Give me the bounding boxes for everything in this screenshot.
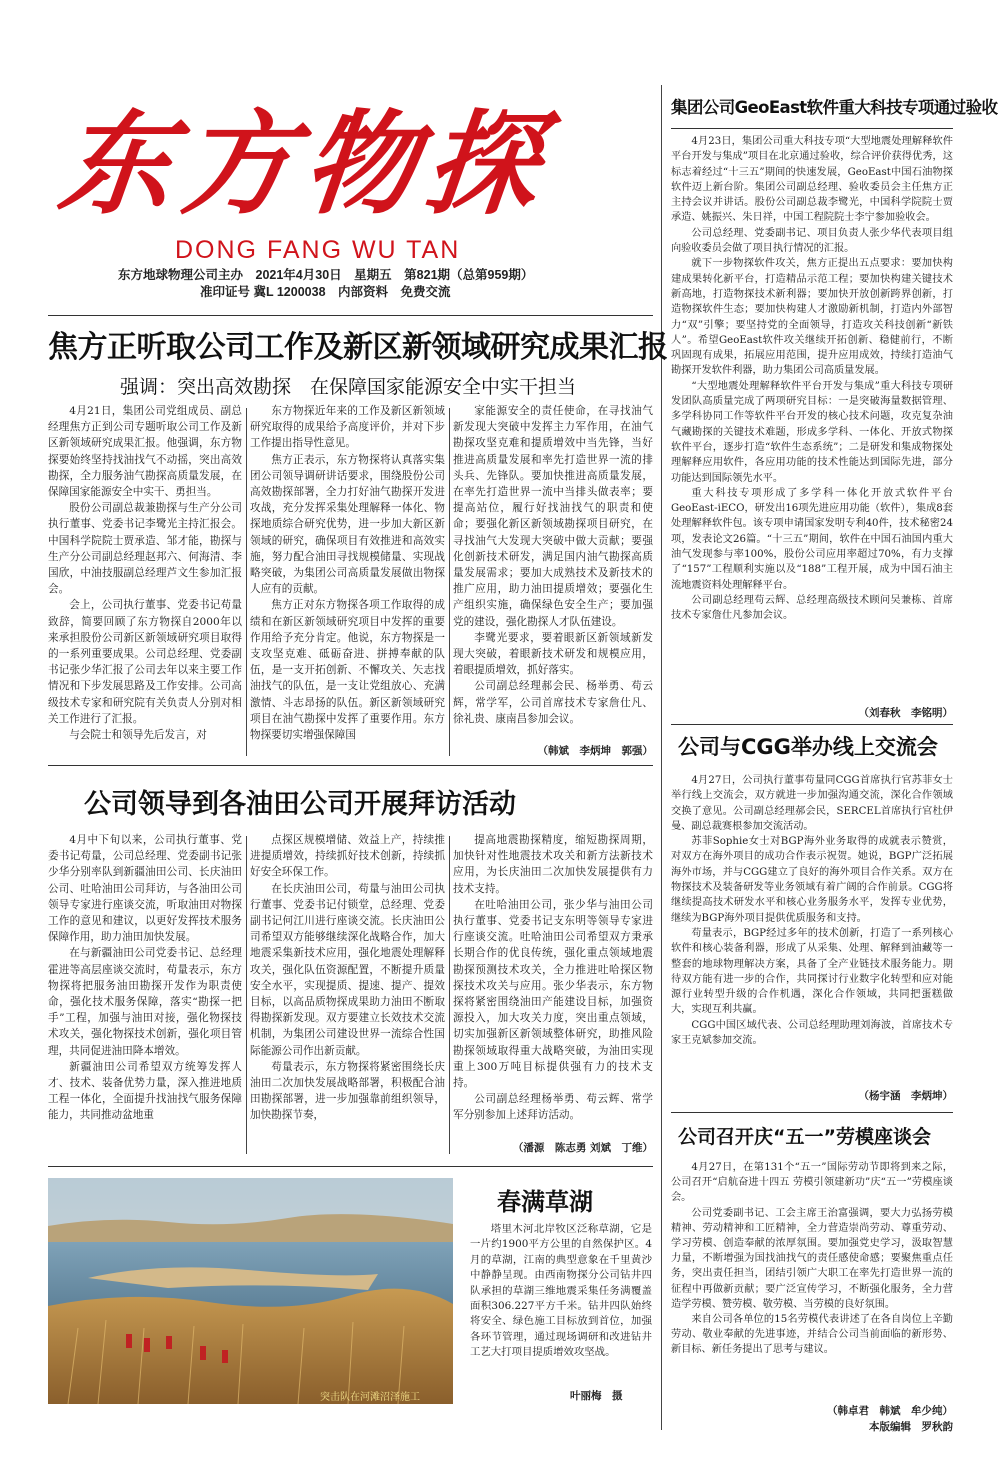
section-rule (48, 765, 653, 766)
article2-column3 (453, 832, 653, 1140)
paragraph: 点探区规模增储、效益上产，持续推进提质增效，持续抓好技术创新，持续抓好安全环保工作。 (250, 834, 445, 879)
section-rule (48, 1166, 653, 1167)
article-r1-headline: 集团公司GeoEast软件重大科技专项通过验收 (671, 98, 998, 117)
photo-feature-text (470, 1222, 652, 1388)
article1-subhead: 强调：突出高效勘探 在保障国家能源安全中实干担当 (120, 376, 577, 398)
column-divider (449, 836, 450, 1154)
paragraph: 塔里木河北岸牧区泛称草湖，它是一片约1900平方公里的自然保护区。4月的草湖，江南的典型意象在千里黄沙中静静呈现。由西南物探分公司钻井四队承担的草湖三维地震采集任务满覆盖面积306.227平方千米。钻井四队始终将安全、绿色施工目标放到首位，加强各环节管理，通过现场调研和改进钻井工艺大打项目提质增效攻坚战。 (470, 1223, 652, 1359)
section-rule (671, 128, 953, 129)
section-rule (671, 724, 953, 725)
paragraph: CGG中国区域代表、公司总经理助理刘海波，首席技术专家王克斌参加交流。 (671, 1019, 953, 1047)
paragraph: 公司副总经理杨举勇、苟云辉、常学军分别参加上述拜访活动。 (453, 1093, 653, 1122)
paragraph: 会上，公司执行董事、党委书记苟量致辞，简要回顾了东方物探自2000年以来承担股份公司新区新领域研究项目取得的一系列重要成果。公司总经理、党委副书记张少华汇报了公司去年以来主要工作情况和下步发展思路及工作安排。公司高级技术专家和研究院有关负责人分别对相关工作进行了汇报。 (48, 599, 242, 725)
article1-column1 (48, 403, 242, 759)
article1-column2 (250, 403, 445, 759)
paragraph: 苟量表示，东方物探将紧密围绕长庆油田二次加快发展战略部署，积极配合油田勘探部署，进一步加强靠前组织领导，加快勘探节奏， (250, 1060, 445, 1122)
column-divider (661, 85, 662, 1430)
article1-headline: 焦方正听取公司工作及新区新领域研究成果汇报 (48, 330, 668, 365)
masthead-title: 东方物探 (53, 99, 555, 230)
publication-info-line2: 准印证号 冀L 1200038 内部资料 免费交流 (200, 285, 451, 299)
paragraph: 焦方正表示，东方物探将认真落实集团公司领导调研讲话要求，围绕股份公司高效勘探部署，全力打好油气勘探开发进攻战，充分发挥采集处理解释一体化、物探地质综合研究优势，进一步加大新区新领域的研究，确保项目有效推进和高效实施，努力配合油田寻找规模储量、实现战略突破，为集团公司高质量发展做出物探人应有的贡献。 (250, 453, 445, 596)
article-r1-byline: （刘春秋 李铭明） (858, 707, 953, 719)
paragraph: 新疆油田公司希望双方统筹发挥人才、技术、装备优势力量，深入推进地质工程一体化，全面提升找油找气服务保障能力，共同推动盆地重 (48, 1060, 242, 1122)
paragraph: 公司副总经理苟云辉、总经理高级技术顾问吴兼栋、首席技术专家詹仕凡参加会议。 (671, 594, 953, 622)
column-divider (246, 836, 247, 1154)
article-r2-body (671, 773, 953, 1085)
article-r2-headline: 公司与CGG举办线上交流会 (678, 735, 938, 759)
paragraph: 在与新疆油田公司党委书记、总经理霍进等高层座谈交流时，苟量表示，东方物探将把服务油田勘探开发作为职责使命，强化技术服务保障，落实“勘探一把手”工程，加强与油田对接，强化物探技术攻关，强化物探技术创新，强化项目管理，共同促进油田降本增效。 (48, 947, 242, 1057)
page-editor: 本版编辑 罗秋韵 (869, 1421, 953, 1433)
paragraph: 苏菲Sophie女士对BGP海外业务取得的成就表示赞赏，对双方在海外项目的成功合作表示祝贺。她说，BGP广泛拓展海外市场，并与CGG建立了良好的海外项目合作关系。双方在物探技术及装备研发等业务领域有着广阔的合作前景。CGG将继续提高技术研发水平和核心业务服务水平，发挥专业优势，继续为BGP海外项目提供优质服务和支持。 (671, 836, 953, 924)
paragraph: 4月27日，在第131个“五一”国际劳动节即将到来之际，公司召开“启航奋进十四五 劳模引领建新功”庆“五一”劳模座谈会。 (671, 1162, 953, 1204)
article1-byline: （韩斌 李炳坤 郭强） (537, 745, 653, 757)
article2-column2 (250, 832, 445, 1157)
paragraph: 来自公司各单位的15名劳模代表讲述了在各自岗位上辛勤劳动、敬业奉献的先进事迹，并结合公司当前面临的新形势、新目标、新任务提出了思考与建议。 (671, 1314, 953, 1356)
section-rule (48, 315, 653, 316)
column-divider (449, 408, 450, 756)
masthead-logo (53, 95, 620, 235)
lake-photo (48, 1178, 453, 1404)
paragraph: 4月21日，集团公司党组成员、副总经理焦方正到公司专题听取公司工作及新区新领域研究成果汇报。他强调，东方物探要始终坚持找油找气不动摇，突出高效勘探，全力服务油气勘探高质量发展，在保障国家能源安全中实干、勇担当。 (48, 405, 242, 499)
article2-byline: （潘源 陈志勇 刘斌 丁维） (512, 1142, 653, 1154)
paragraph: 4月27日，公司执行董事苟量同CGG首席执行官苏菲女士举行线上交流会，双方就进一步加强沟通交流，深化合作领域交换了意见。公司副总经理郝会民，SERCEL首席执行官杜伊曼、副总裁赛根参加交流活动。 (671, 775, 953, 832)
paragraph: 公司副总经理郝会民、杨举勇、苟云辉，常学军，公司首席技术专家詹仕凡、徐礼贵、康南昌参加会议。 (453, 680, 653, 725)
paragraph: 4月23日，集团公司重大科技专项“大型地震处理解释软件平台开发与集成”项目在北京通过验收，综合评价获得优秀，这标志着经过“十三五”期间的快速发展，GeoEast中国石油物探软件迈上新台阶。集团公司副总经理、验收委员会主任焦方正主持会议并讲话。股份公司副总裁李鹭光，中国科学院院士贾承造、姚振兴、朱日祥，中国工程院院士李宁参加验收会。 (671, 136, 953, 224)
article2-headline: 公司领导到各油田公司开展拜访活动 (84, 789, 516, 820)
photo-credit: 叶丽梅 摄 (570, 1390, 623, 1402)
photo-caption: 突击队在河滩沼泽施工 (320, 1392, 420, 1403)
paragraph: 股份公司副总裁兼勘探与生产分公司执行董事、党委书记李鹭光主持汇报会。中国科学院院士贾承造、邹才能，勘探与生产分公司副总经理赵邦六、何海清、李国欣，中油技服副总经理芦文生参加汇报会。 (48, 502, 242, 596)
paragraph: 苟量表示，BGP经过多年的技术创新，打造了一系列核心软件和核心装备利器，形成了从采集、处理、解释到油藏等一整套的地球物理解决方案，具备了全产业链技术服务能力。期待双方能有进一步的合作，共同探讨行业数字化转型和应对能源行业转型升级的合作机遇，深化合作领域，共同把蛋糕做大，实现互利共赢。 (671, 927, 953, 1016)
paragraph: 与会院士和领导先后发言，对 (69, 729, 207, 742)
article-r3-body (671, 1160, 953, 1400)
photo-feature-title: 春满草湖 (497, 1188, 593, 1216)
paragraph: 家能源安全的责任使命，在寻找油气新发现大突破中发挥主力军作用，在油气勘探攻坚克难和提质增效中当先锋，当好推进高质量发展和率先打造世界一流的排头兵、先锋队。要加快推进高质量发展，在率先打造世界一流中当排头做表率；要提高站位，履行好找油找气的职责和使命；要强化新区新领域勘探项目研究，在寻找油气大发现大突破中做大贡献；要强化创新技术研发，满足国内油气勘探高质量发展需求；要加大成熟技术及新技术的推广应用，助力油田提质增效；要强化生产组织实施，确保绿色安全生产；要加强党的建设，强化勘探人才队伍建设。 (453, 405, 653, 628)
paragraph: 焦方正对东方物探各项工作取得的成绩和在新区新领域研究项目中发挥的重要作用给予充分肯定。他说，东方物探是一支攻坚克难、砥砺奋进、拼搏奉献的队伍，是一支开拓创新、不懈攻关、矢志找油找气的队伍，是一支让党组放心、充满激情、斗志昂扬的队伍。新区新领域研究项目在油气勘探中发挥了重要作用。东方物探要切实增强保障国 (250, 599, 445, 742)
paragraph: 就下一步物探软件攻关，焦方正提出五点要求：要加快构建成果转化新平台，打造精品示范工程；要加快构建关键技术新高地，打造物探技术新利器；要加快开放创新跨界创新，打造物探软件生态；要加快构建人才激励新机制，打造内外部智力“双”引擎；要坚持党的全面领导，打造攻关科技创新“新铁人”。希望GeoEast软件攻关继续开拓创新、稳健前行，不断巩固现有成果，拓展应用范围，提升应用成效，持续打造油气勘探开发软件利器，助力集团公司高质量发展。 (671, 258, 953, 377)
paragraph: 在长庆油田公司，苟量与油田公司执行董事、党委书记付锁堂，总经理、党委副书记何江川进行座谈交流。长庆油田公司希望双方能够继续深化战略合作，加大地震采集新技术应用，强化地震处理解释攻关，强化队伍资源配置，不断提升质量安全水平，实现提质、提速、提产、提效目标，以高品质物探成果助力油田不断取得勘探新发现。双方要建立长效技术交流机制，为集团公司建设世界一流综合性国际能源公司作出新贡献。 (250, 882, 445, 1057)
section-rule (671, 1112, 953, 1113)
paragraph: 重大科技专项形成了多学科一体化开放式软件平台GeoEast-iECO，研发出16项先进应用功能（软件），集成8套处理解释软件包。该专项申请国家发明专利40件，技术秘密24项，发表论文26篇。“十三五”期间，软件在中国石油国内重大油气发现参与率100%，股份公司应用率超过70%，有力支撑了“157”工程顺利实施以及“188”工程开展，成为中国石油主流地震资料处理解释平台。 (671, 487, 953, 591)
article-r1-body (671, 134, 953, 703)
article1-column3 (453, 403, 653, 743)
publication-info (118, 267, 598, 301)
paragraph: 公司总经理、党委副书记、项目负责人张少华代表项目组向验收委员会做了项目执行情况的汇报。 (671, 227, 953, 255)
paragraph: “大型地震处理解释软件平台开发与集成”重大科技专项研发团队高质量完成了两项研究目标：一是突破海量数据管理、多学科协同工作等软件平台开发的核心技术问题，攻克复杂油气藏勘探的关键技术难题，形成多学科、一体化、开放式物探软件平台，逐步打造“软件生态系统”；二是研发和集成物探处理解释应用软件，各应用功能的技术性能达到国际先进，部分功能达到国际领先水平。 (671, 380, 953, 484)
paragraph: 提高地震勘探精度，缩短勘探周期，加快针对性地震技术攻关和新方法新技术应用，为长庆油田二次加快发展提供有力技术支持。 (453, 834, 653, 895)
article-r3-headline: 公司召开庆“五一”劳模座谈会 (678, 1126, 931, 1148)
paragraph: 在吐哈油田公司，张少华与油田公司执行董事、党委书记支东明等领导专家进行座谈交流。吐哈油田公司希望双方秉承长期合作的优良传统，强化重点领域地震勘探预测技术攻关，全力推进吐哈探区物探技术攻关与应用。张少华表示，东方物探将紧密围绕油田产能建设目标，加强资源投入，加大攻关力度，突出重点领域，切实加强新区新领域整体研究，助推风险勘探领域取得重大战略突破，为油田实现重上300万吨目标提供强有力的技术支持。 (453, 898, 653, 1090)
article2-column1 (48, 832, 242, 1157)
publication-info-line1: 东方地球物理公司主办 2021年4月30日 星期五 第821期（总第959期） (118, 268, 534, 282)
paragraph: 李鹭光要求，要着眼新区新领域新发现大突破，着眼新技术研发和规模应用，着眼提质增效，抓好落实。 (453, 631, 653, 677)
paragraph: 公司党委副书记、工会主席王治富强调，要大力弘扬劳模精神、劳动精神和工匠精神，全力营造崇尚劳动、尊重劳动、学习劳模、创造奉献的浓厚氛围。要加强党史学习，汲取智慧力量，不断增强为国找油找气的责任感使命感；要聚焦重点任务，突出责任担当，团结引领广大职工在率先打造世界一流的征程中再做新贡献；要广泛宣传学习，不断强化服务，全力营造学劳模、赞劳模、敬劳模、当劳模的良好氛围。 (671, 1207, 953, 1310)
article-r2-byline: （杨宇涵 李炳坤） (858, 1090, 953, 1102)
masthead-pinyin: DONG FANG WU TAN (175, 236, 461, 264)
paragraph: 4月中下旬以来，公司执行董事、党委书记苟量，公司总经理、党委副书记张少华分别率队到新疆油田公司、长庆油田公司、吐哈油田公司拜访，与各油田公司领导专家进行座谈交流，听取油田对物探工作的意见和建议，以更好发挥技术服务保障作用，助力油田加快发展。 (48, 834, 242, 944)
lake-photo-image (48, 1178, 453, 1404)
paragraph: 东方物探近年来的工作及新区新领域研究取得的成果给予高度评价，并对下步工作提出指导性意见。 (250, 405, 445, 450)
article-r3-byline: （韩卓君 韩斌 牟少纯） (827, 1405, 953, 1417)
column-divider (246, 408, 247, 756)
